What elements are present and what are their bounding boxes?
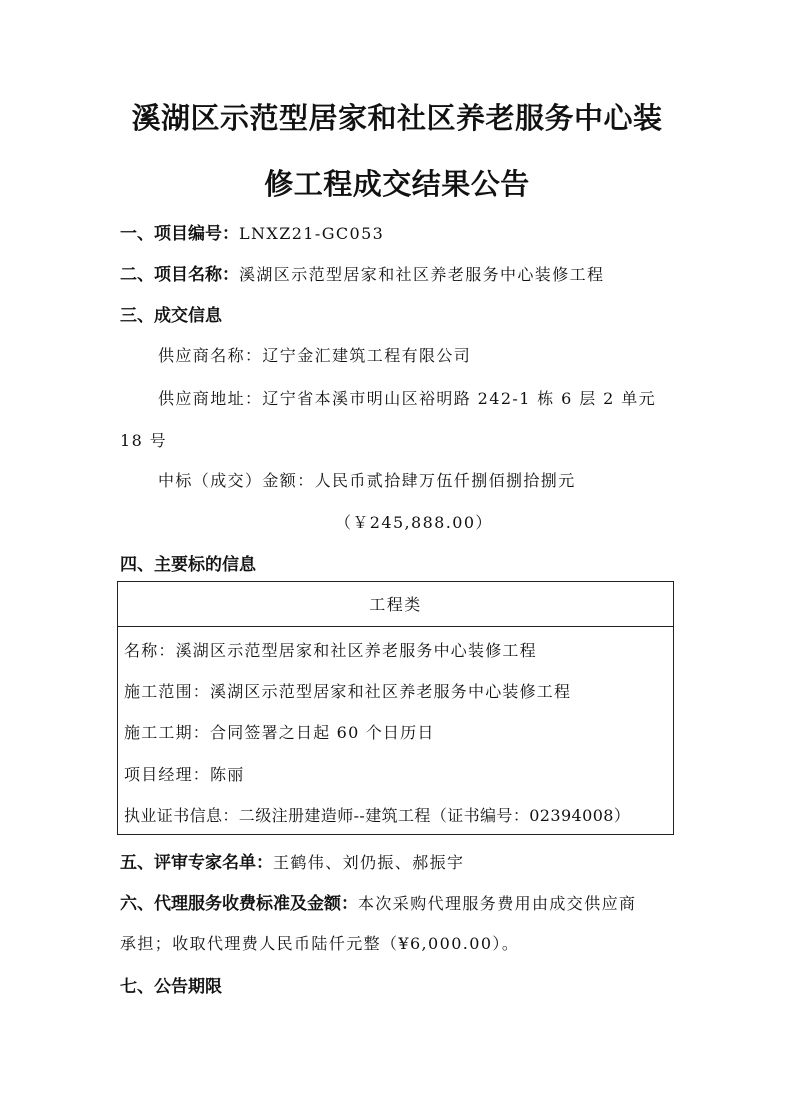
supplier-address-line-2: 18 号 — [120, 431, 168, 450]
section-deal-info-heading: 三、成交信息 — [120, 306, 222, 326]
agency-fee-line-2: 承担；收取代理费人民币陆仟元整（¥6,000.00）。 — [120, 934, 520, 953]
table-header: 工程类 — [118, 582, 673, 627]
section-project-number — [120, 219, 384, 244]
deal-amount-numeric: （￥245,888.00） — [335, 513, 493, 532]
experts-value: 王鹤伟、刘仍振、郝振宇 — [273, 853, 465, 872]
section-label: 六、代理服务收费标准及金额： — [120, 894, 358, 914]
section-experts — [120, 848, 464, 873]
section-label: 一、项目编号： — [120, 224, 239, 244]
project-number-value: LNXZ21-GC053 — [239, 224, 385, 243]
table-row-certificate: 执业证书信息：二级注册建造师--建筑工程（证书编号：02394008） — [124, 806, 631, 825]
agency-fee-line-1: 本次采购代理服务费用由成交供应商 — [358, 894, 637, 913]
table-row-duration: 施工工期：合同签署之日起 60 个日历日 — [124, 723, 435, 742]
table-row-name: 名称：溪湖区示范型居家和社区养老服务中心装修工程 — [124, 641, 537, 660]
section-agency-fee — [120, 889, 636, 914]
document-title-line-1: 溪湖区示范型居家和社区养老服务中心装 — [131, 101, 663, 135]
document-title-line-2: 修工程成交结果公告 — [264, 167, 530, 201]
supplier-address-line-1: 供应商地址：辽宁省本溪市明山区裕明路 242-1 栋 6 层 2 单元 — [158, 389, 657, 408]
section-label: 五、评审专家名单： — [120, 853, 273, 873]
subject-info-table — [117, 581, 674, 835]
table-row-manager: 项目经理：陈丽 — [124, 765, 245, 784]
table-row-scope: 施工范围：溪湖区示范型居家和社区养老服务中心装修工程 — [124, 682, 572, 701]
section-project-name — [120, 260, 604, 285]
deal-amount-words: 中标（成交）金额：人民币贰拾肆万伍仟捌佰捌拾捌元 — [158, 471, 576, 490]
supplier-name: 供应商名称：辽宁金汇建筑工程有限公司 — [158, 346, 472, 365]
section-notice-period-heading: 七、公告期限 — [120, 977, 222, 997]
section-main-subject-heading: 四、主要标的信息 — [120, 555, 256, 575]
section-label: 二、项目名称： — [120, 265, 239, 285]
project-name-value: 溪湖区示范型居家和社区养老服务中心装修工程 — [239, 265, 605, 284]
